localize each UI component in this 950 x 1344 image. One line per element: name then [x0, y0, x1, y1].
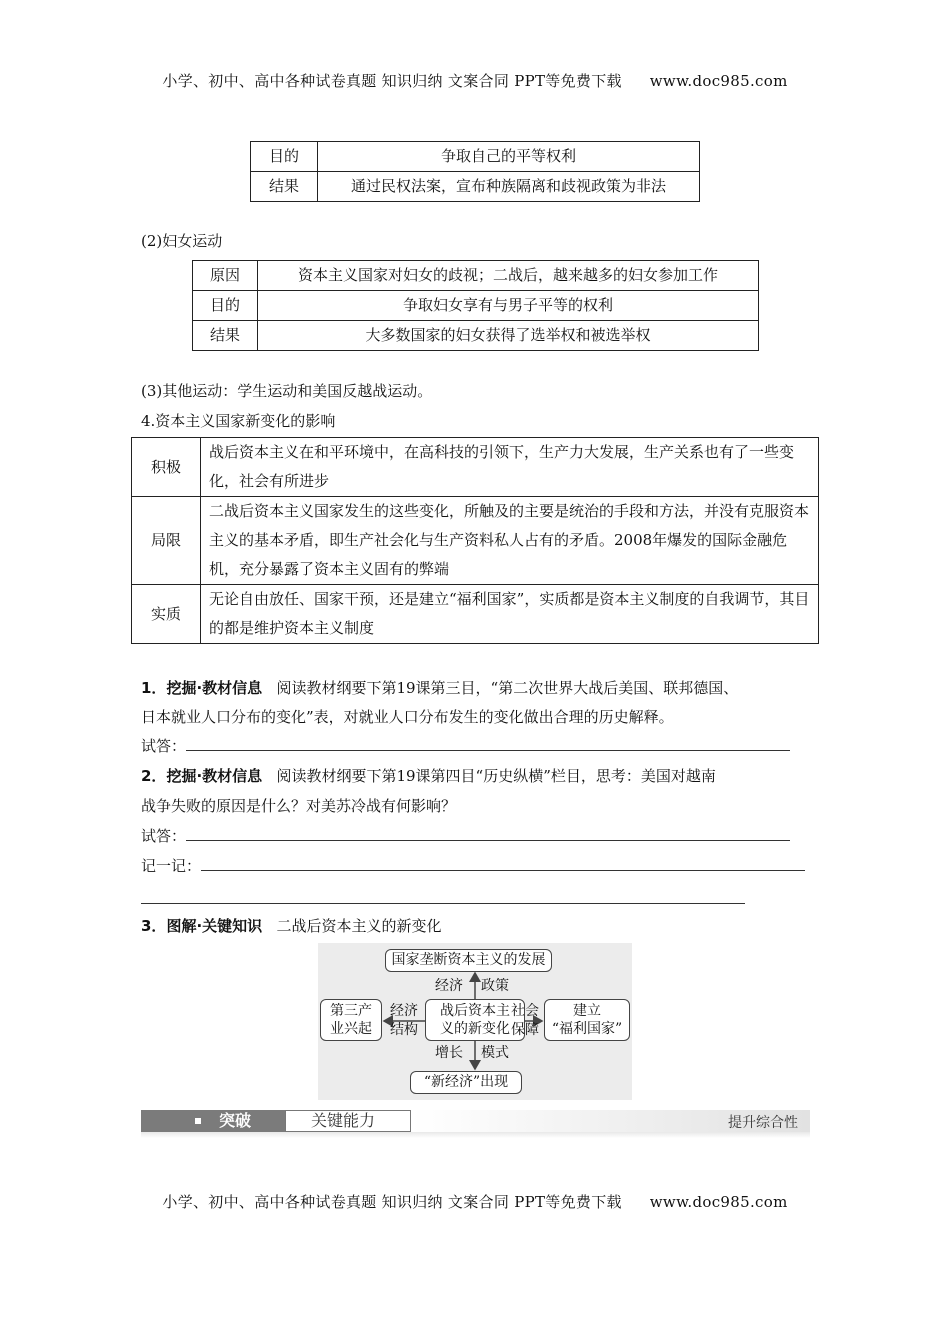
banner-square-icon: [195, 1118, 201, 1124]
table-row: [251, 142, 700, 172]
question-number: 1．: [141, 679, 167, 697]
node-left: [320, 999, 382, 1041]
question-tag: 挖掘·教材信息: [166, 767, 263, 785]
answer-label: 试答：: [141, 827, 187, 845]
women-movement-table: [192, 260, 759, 351]
banner-subtitle: 提升综合性: [728, 1115, 798, 1131]
table-row: [193, 321, 759, 351]
node-right-line2: “福利国家”: [551, 1021, 623, 1037]
node-center-line1: 战后资本主: [440, 1003, 510, 1019]
note-label: 记一记：: [141, 857, 202, 875]
question-tag: 图解·关键知识: [166, 917, 263, 935]
row-value: 争取自己的平等权利: [318, 142, 700, 172]
civil-rights-table: [250, 141, 700, 202]
page-footer: [0, 1191, 950, 1212]
label-bottom-left: 增长: [435, 1045, 463, 1061]
answer-label: 试答：: [141, 737, 187, 755]
row-key: 局限: [132, 497, 201, 585]
answer-blank[interactable]: [186, 826, 790, 841]
footer-text: 小学、初中、高中各种试卷真题 知识归纳 文案合同 PPT等免费下载: [162, 1193, 622, 1211]
section-impact-title: 4.资本主义国家新变化的影响: [141, 412, 336, 430]
banner-tag: 突破: [219, 1111, 252, 1130]
question-3: [141, 915, 441, 936]
question-2-cont: 战争失败的原因是什么？对美苏冷战有何影响？: [141, 797, 457, 815]
table-row: [193, 291, 759, 321]
node-left-line2: 业兴起: [330, 1021, 372, 1037]
row-value: 战后资本主义在和平环境中，在高科技的引领下，生产力大发展，生产关系也有了一些变化，社会有所进步: [201, 438, 819, 497]
row-value: 争取妇女享有与男子平等的权利: [258, 291, 759, 321]
label-right-1: 社会: [511, 1003, 539, 1019]
label-top-left: 经济: [435, 978, 463, 994]
row-key: 实质: [132, 585, 201, 644]
question-tag: 挖掘·教材信息: [166, 679, 263, 697]
header-text: 小学、初中、高中各种试卷真题 知识归纳 文案合同 PPT等免费下载: [162, 72, 622, 90]
question-text: 阅读教材纲要下第19课第三目，“第二次世界大战后美国、联邦德国、: [276, 679, 739, 697]
row-value: 通过民权法案，宣布种族隔离和歧视政策为非法: [318, 172, 700, 202]
header-site: www.doc985.com: [649, 72, 788, 90]
label-left-1: 经济: [390, 1003, 418, 1019]
section-banner: [141, 1110, 810, 1138]
question-title: 二战后资本主义的新变化: [276, 917, 442, 935]
node-right: [544, 999, 630, 1041]
answer-row-2: [141, 825, 790, 846]
row-key: 目的: [193, 291, 258, 321]
question-number: 2．: [141, 767, 167, 785]
label-top-right: 政策: [481, 978, 509, 994]
banner-dark-bar: [141, 1110, 285, 1132]
table-row: [193, 261, 759, 291]
label-right-2: 保障: [511, 1022, 539, 1038]
impact-table: [131, 437, 819, 644]
banner-title: 关键能力: [311, 1111, 376, 1130]
note-blank-line-2[interactable]: [141, 903, 745, 904]
question-number: 3．: [141, 917, 167, 935]
question-1-cont: 日本就业人口分布的变化”表，对就业人口分布发生的变化做出合理的历史解释。: [141, 708, 674, 726]
row-key: 原因: [193, 261, 258, 291]
table-row: [251, 172, 700, 202]
label-bottom-right: 模式: [481, 1045, 509, 1061]
row-value: 无论自由放任、国家干预，还是建立“福利国家”，实质都是资本主义制度的自我调节，其目的都是维护资本主义制度: [201, 585, 819, 644]
page-header: [0, 70, 950, 91]
question-text: 阅读教材纲要下第19课第四目“历史纵横”栏目，思考：美国对越南: [276, 767, 716, 785]
note-row: [141, 855, 805, 876]
question-2: [141, 765, 716, 786]
section-other-title: (3)其他运动：学生运动和美国反越战运动。: [141, 382, 433, 400]
node-center-line2: 义的新变化: [440, 1021, 510, 1037]
node-left-line1: 第三产: [330, 1003, 372, 1019]
answer-blank[interactable]: [186, 736, 790, 751]
question-1: [141, 677, 738, 698]
row-key: 目的: [251, 142, 318, 172]
row-key: 结果: [193, 321, 258, 351]
footer-site: www.doc985.com: [649, 1193, 788, 1211]
table-row: [132, 585, 819, 644]
table-row: [132, 438, 819, 497]
node-center: [425, 999, 525, 1041]
row-key: 积极: [132, 438, 201, 497]
row-value: 资本主义国家对妇女的歧视；二战后，越来越多的妇女参加工作: [258, 261, 759, 291]
row-value: 二战后资本主义国家发生的这些变化，所触及的主要是统治的手段和方法，并没有克服资本主义的基本矛盾，即生产社会化与生产资料私人占有的矛盾。2008年爆发的国际金融危机，充分暴露了资本主义固有的弊端: [201, 497, 819, 585]
node-top: 国家垄断资本主义的发展: [385, 949, 552, 972]
row-key: 结果: [251, 172, 318, 202]
row-value: 大多数国家的妇女获得了选举权和被选举权: [258, 321, 759, 351]
section-women-title: (2)妇女运动: [141, 232, 223, 250]
node-bottom: “新经济”出现: [410, 1071, 522, 1094]
node-right-line1: 建立: [573, 1003, 601, 1019]
note-blank[interactable]: [201, 856, 805, 871]
table-row: [132, 497, 819, 585]
change-diagram: [318, 943, 632, 1100]
banner-shadow: [141, 1132, 810, 1138]
answer-row-1: [141, 735, 790, 756]
label-left-2: 结构: [390, 1022, 418, 1038]
